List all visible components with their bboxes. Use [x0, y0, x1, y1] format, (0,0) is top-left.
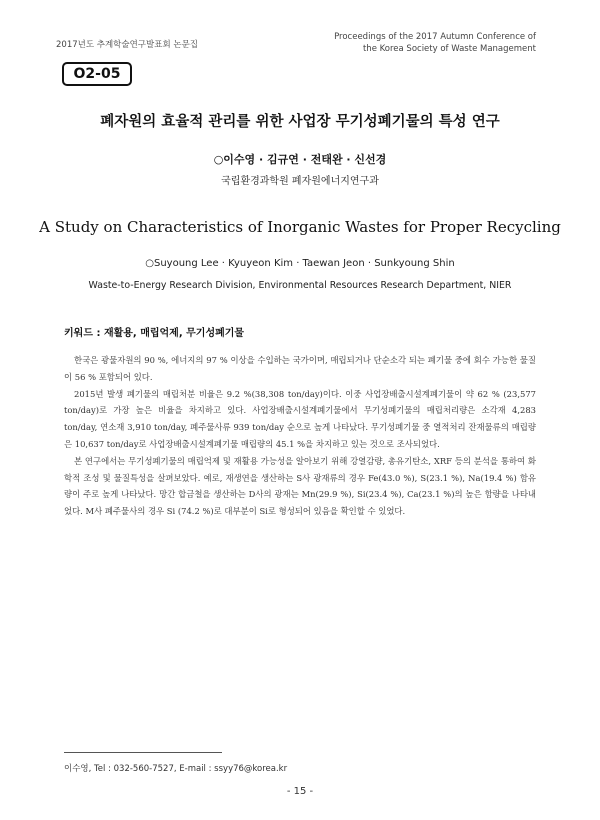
title-english: A Study on Characteristics of Inorganic Wastes for Proper Recycling	[39, 218, 561, 236]
affiliation-english: Waste-to-Energy Research Division, Environmental Resources Research Department, NIER	[88, 280, 512, 291]
footnote-divider	[64, 752, 222, 753]
authors-korean: ○이수영 · 김규연 · 전태완 · 신선경	[213, 153, 387, 166]
keywords: 키워드 : 재활용, 매립억제, 무기성폐기물	[64, 328, 245, 339]
running-header-right-line1: Proceedings of the 2017 Autumn Conference of	[334, 32, 536, 42]
paragraph: 2015년 발생 폐기물의 매립처분 비율은 9.2 %(38,308 ton/day)이다. 이중 사업장배출시설계폐기물이 약 62 % (23,577 ton/day)로 가장 높은 비율을 차지하고 있다. 사업장배출시설계폐기물에서 무기성폐기물의 매립처리량은 소각재 4,283 ton/day, 연소재 3,910 ton/day, 폐주물사류 939 ton/day 순으로 높게 나타났다. 무기성폐기물 중 열적처리 잔재물류의 매립량은 10,637 ton/day로 사업장배출시설계폐기물 매립량의 45.1 %을 차지하고 있는 것으로 조사되었다.	[64, 388, 536, 449]
paragraph: 한국은 광물자원의 90 %, 에너지의 97 % 이상을 수입하는 국가이며, 매립되거나 단순소각 되는 폐기물 중에 회수 가능한 물질이 56 % 포함되어 있다.	[64, 355, 536, 382]
footnote-contact: 이수영, Tel : 032-560-7527, E-mail : ssyy76@korea.kr	[64, 764, 288, 774]
authors-english: ○Suyoung Lee · Kyuyeon Kim · Taewan Jeon · Sunkyoung Shin	[145, 258, 455, 269]
page-number: - 15 -	[286, 786, 314, 797]
running-header-right	[334, 31, 536, 55]
title-korean: 폐자원의 효율적 관리를 위한 사업장 무기성폐기물의 특성 연구	[100, 114, 500, 130]
paper-id-badge: O2-05	[62, 62, 132, 86]
running-header-left: 2017년도 추계학술연구발표회 논문집	[56, 40, 198, 50]
affiliation-korean: 국립환경과학원 폐자원에너지연구과	[221, 176, 379, 187]
running-header-right-line2: the Korea Society of Waste Management	[362, 44, 536, 54]
paragraph: 본 연구에서는 무기성폐기물의 매립억제 및 재활용 가능성을 알아보기 위해 강열감량, 총유기탄소, XRF 등의 분석을 통하여 화학적 조성 및 물질특성을 살펴보았다. 예로, 재생연을 생산하는 S사 광재류의 경우 Fe(43.0 %), S(23.1 %), Na(19.4 %) 함유량이 주로 높게 나타났다. 망간 합금철을 생산하는 D사의 광재는 Mn(29.9 %), Si(23.4 %), Ca(23.1 %)의 높은 함량을 나타내었다. M사 폐주물사의 경우 Si (74.2 %)로 대부분이 Si로 형성되어 있음을 확인할 수 있었다.	[64, 455, 536, 517]
abstract-body	[64, 352, 536, 520]
